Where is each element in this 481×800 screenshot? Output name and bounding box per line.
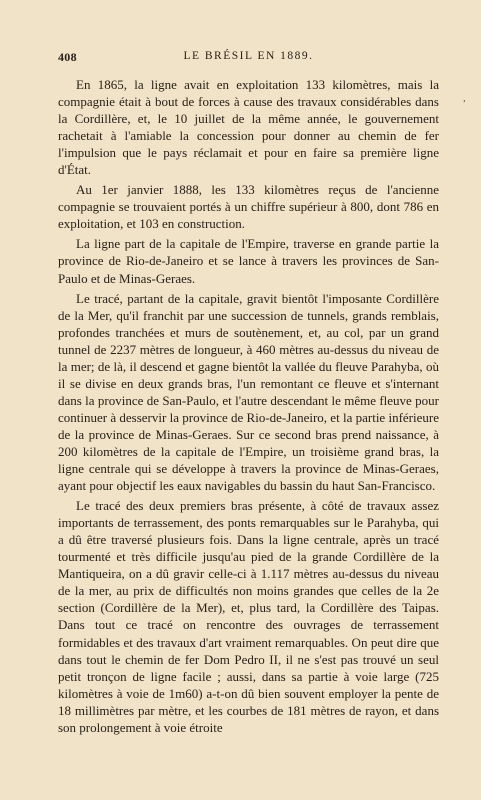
paragraph-4: Le tracé, partant de la capitale, gravit bientôt l'imposante Cordillère de la Mer, qu'il franchit par une succession de tunnels, grands remblais, profondes tranchées et murs de soutènement, et, au col, par un grand tunnel de 2237 mètres de longueur, à 460 mètres au-dessus du niveau de la mer; de là, il descend et gagne bientôt la vallée du fleuve Parahyba, où il se divise en deux grands bras, l'un remontant ce fleuve et s'internant dans la province de San-Paulo, et l'autre descendant le même fleuve pour continuer à desservir la province de Rio-de-Janeiro, et la partie inférieure de la province de Minas-Geraes. Sur ce second bras prend naissance, à 200 kilomètres de la capitale de l'Empire, un troisième grand bras, la ligne centrale qui se développe à travers la province de Minas-Geraes, ayant pour objectif les eaux navigables du bassin du haut San-Francisco. [58,290,439,494]
paragraph-2: Au 1er janvier 1888, les 133 kilomètres reçus de l'ancienne compagnie se trouvaient portés à un chiffre supérieur à 800, dont 786 en exploitation, et 103 en construction. [58,182,439,232]
page-number: 408 [58,50,77,64]
page-header [58,50,439,66]
paragraph-5: Le tracé des deux premiers bras présente, à côté de travaux assez importants de terrassement, des ponts remarquables sur le Parahyba, qui a dû être traversé plusieurs fois. Dans la ligne centrale, après un tracé tourmenté et très difficile jusqu'au pied de la grande Cordillère de la Mantiqueira, on a dû gravir celle-ci à 1.117 mètres au-dessus du niveau de la mer, au prix de difficultés non moins grandes que celles de la 2e section (Cordillère de la Mer), et, plus tard, la Cordillère des Taipas. Dans tout ce tracé on rencontre des ouvrages de terrassement formidables et des travaux d'art vraiment remarquables. On peut dire que dans tout le chemin de fer Dom Pedro II, il ne s'est pas trouvé un seul petit tronçon de ligne facile ; aussi, dans sa partie à voie large (725 kilomètres à voie de 1m60) a-t-on dû bien souvent employer la pente de 18 millimètres par mètre, et les courbes de 181 mètres de rayon, et dans son prolongement à voie étroite [58,498,439,735]
paragraph-3: La ligne part de la capitale de l'Empire, traverse en grande partie la province de Rio-de-Janeiro et se lance à travers les provinces de San-Paulo et de Minas-Geraes. [58,236,439,286]
margin-mark: , [463,92,466,104]
body-text [58,76,439,736]
paragraph-1: En 1865, la ligne avait en exploitation 133 kilomètres, mais la compagnie était à bout de forces à cause des travaux considérables dans la Cordillère, et, le 10 juillet de la même année, le gouvernement rachetait à l'amiable la concession pour donner au chemin de fer l'impulsion que le pays réclamait et pour en faire sa première ligne d'État. [58,77,439,178]
running-head: LE BRÉSIL EN 1889. [183,50,314,62]
